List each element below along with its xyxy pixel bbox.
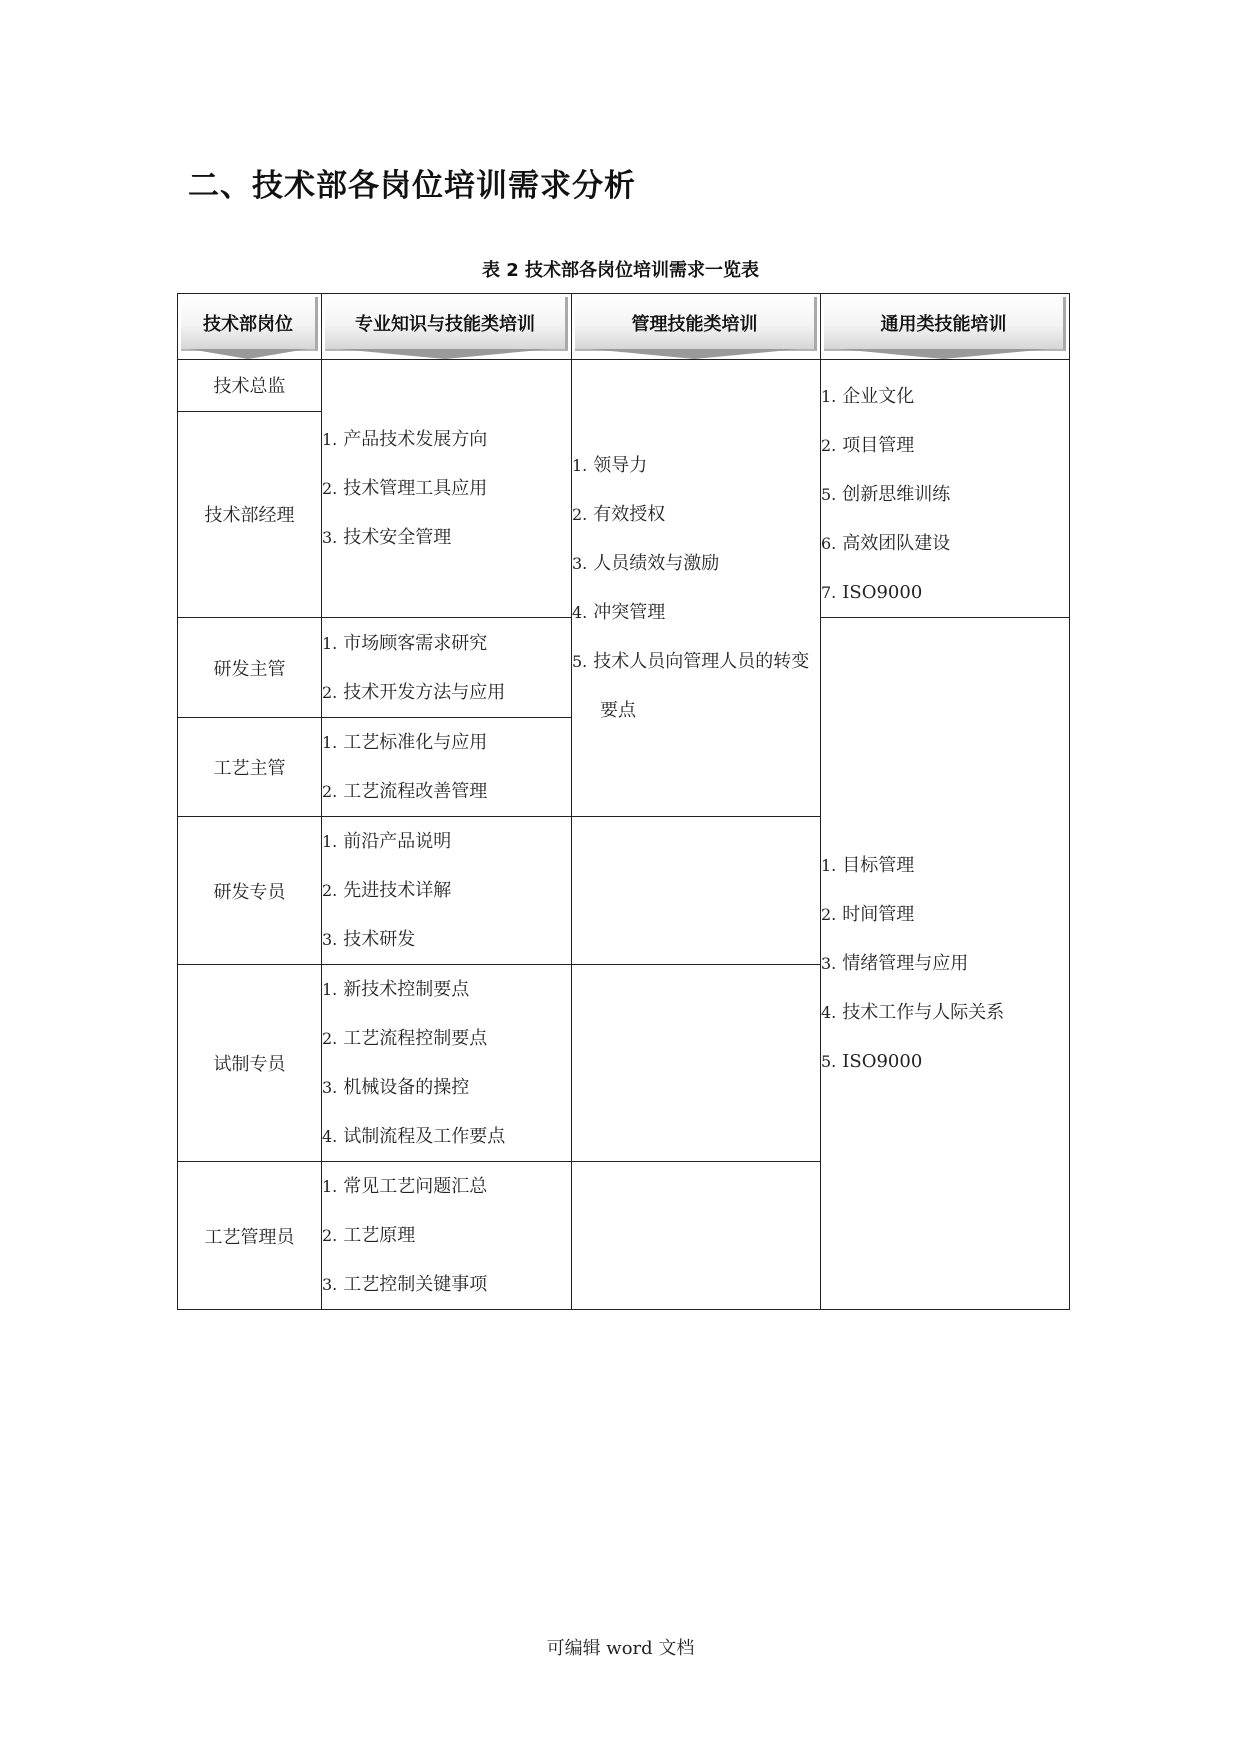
item-text: 前沿产品说明 xyxy=(343,831,452,852)
position-cell: 研发专员 xyxy=(178,817,322,965)
skill-list xyxy=(322,415,571,562)
list-item xyxy=(322,464,571,513)
professional-skills-cell xyxy=(322,360,572,618)
item-text: 机械设备的操控 xyxy=(343,1077,470,1098)
list-item xyxy=(821,1037,1069,1086)
professional-skills-cell xyxy=(322,817,572,965)
management-skills-empty-cell xyxy=(572,1162,821,1310)
list-item xyxy=(572,637,820,735)
list-item xyxy=(322,668,571,717)
list-item xyxy=(322,915,571,964)
item-text: 工艺标准化与应用 xyxy=(343,732,488,753)
list-item xyxy=(572,441,820,490)
position-cell: 技术部经理 xyxy=(178,411,322,617)
professional-skills-cell xyxy=(322,1162,572,1310)
list-item xyxy=(322,513,571,562)
item-number: 2. xyxy=(821,905,837,924)
item-number: 1. xyxy=(322,1177,338,1196)
item-number: 3. xyxy=(322,930,338,949)
item-text: 技术管理工具应用 xyxy=(343,478,488,499)
professional-skills-cell xyxy=(322,618,572,718)
general-skills-cell xyxy=(821,360,1070,618)
item-text: 技术工作与人际关系 xyxy=(842,1002,1005,1023)
item-text: 先进技术详解 xyxy=(343,880,452,901)
item-number: 2. xyxy=(322,682,338,702)
item-text: 工艺控制关键事项 xyxy=(343,1274,488,1295)
item-text: 试制流程及工作要点 xyxy=(343,1126,506,1147)
position-cell: 工艺主管 xyxy=(178,718,322,817)
item-number: 2. xyxy=(322,1029,338,1048)
list-item xyxy=(322,1063,571,1112)
item-text: ISO9000 xyxy=(842,582,923,603)
item-number: 2. xyxy=(572,505,588,524)
skill-list xyxy=(322,718,571,816)
general-skills-cell xyxy=(821,618,1070,1310)
item-text: 冲突管理 xyxy=(593,602,666,623)
header-general-skills xyxy=(821,294,1070,360)
item-text: 高效团队建设 xyxy=(842,533,951,554)
item-text: 创新思维训练 xyxy=(842,484,951,505)
list-item xyxy=(322,1112,571,1161)
item-number: 3. xyxy=(322,1078,338,1097)
list-item xyxy=(572,490,820,539)
item-number: 1. xyxy=(322,832,338,851)
item-number: 3. xyxy=(322,528,338,547)
item-text: 常见工艺问题汇总 xyxy=(343,1176,488,1197)
item-number: 5. xyxy=(821,485,837,504)
item-number: 4. xyxy=(322,1127,338,1146)
item-text: 目标管理 xyxy=(842,855,915,876)
list-item xyxy=(572,539,820,588)
list-item xyxy=(821,890,1069,939)
header-label: 技术部岗位 xyxy=(181,297,318,351)
item-number: 2. xyxy=(322,1226,338,1245)
item-text: 技术开发方法与应用 xyxy=(343,681,506,703)
item-number: 5. xyxy=(572,652,588,671)
section-heading: 二、技术部各岗位培训需求分析 xyxy=(188,168,636,204)
item-text: 人员绩效与激励 xyxy=(593,553,720,574)
professional-skills-cell xyxy=(322,965,572,1162)
list-item xyxy=(322,1014,571,1063)
skill-list xyxy=(572,441,820,735)
list-item xyxy=(322,1260,571,1309)
item-text: 工艺原理 xyxy=(343,1225,416,1246)
list-item xyxy=(322,965,571,1014)
item-number: 1. xyxy=(821,856,837,875)
page-footer: 可编辑 word 文档 xyxy=(546,1638,695,1659)
list-item xyxy=(821,568,1069,617)
list-item xyxy=(821,939,1069,988)
training-needs-table xyxy=(177,293,1070,1310)
item-number: 1. xyxy=(322,733,338,752)
item-number: 3. xyxy=(322,1275,338,1294)
item-number: 3. xyxy=(821,954,837,973)
list-item xyxy=(322,415,571,464)
management-skills-empty-cell xyxy=(572,965,821,1162)
item-number: 3. xyxy=(572,554,588,573)
skill-list xyxy=(821,372,1069,617)
header-label: 管理技能类培训 xyxy=(575,297,817,351)
list-item xyxy=(821,372,1069,421)
list-item xyxy=(572,588,820,637)
item-text: 有效授权 xyxy=(593,504,666,525)
list-item xyxy=(322,718,571,767)
item-text: 技术安全管理 xyxy=(343,527,452,548)
item-text: 新技术控制要点 xyxy=(343,979,470,1000)
item-text: 市场顾客需求研究 xyxy=(343,632,488,654)
item-text: 时间管理 xyxy=(842,904,915,925)
item-number: 1. xyxy=(572,456,588,475)
item-number: 2. xyxy=(322,881,338,900)
item-number: 2. xyxy=(322,479,338,498)
position-cell: 工艺管理员 xyxy=(178,1162,322,1310)
list-item xyxy=(322,619,571,668)
position-cell: 试制专员 xyxy=(178,965,322,1162)
item-number: 2. xyxy=(322,782,338,801)
item-number: 5. xyxy=(821,1052,837,1071)
professional-skills-cell xyxy=(322,718,572,817)
item-text: ISO9000 xyxy=(842,1051,923,1072)
item-text: 工艺流程控制要点 xyxy=(343,1028,488,1049)
management-skills-empty-cell xyxy=(572,817,821,965)
position-cell: 技术总监 xyxy=(178,360,322,412)
item-number: 2. xyxy=(821,436,837,455)
item-number: 4. xyxy=(821,1003,837,1022)
header-label: 专业知识与技能类培训 xyxy=(325,297,568,351)
list-item xyxy=(821,519,1069,568)
item-number: 1. xyxy=(322,633,338,653)
item-text: 项目管理 xyxy=(842,435,915,456)
header-label: 通用类技能培训 xyxy=(824,297,1066,351)
skill-list xyxy=(322,965,571,1161)
list-item xyxy=(322,1211,571,1260)
item-number: 1. xyxy=(322,980,338,999)
item-text: 企业文化 xyxy=(842,386,915,407)
header-management-skills xyxy=(572,294,821,360)
list-item xyxy=(821,470,1069,519)
item-text: 工艺流程改善管理 xyxy=(343,781,488,802)
list-item xyxy=(322,817,571,866)
list-item xyxy=(821,841,1069,890)
item-number: 7. xyxy=(821,583,837,602)
list-item xyxy=(821,988,1069,1037)
item-text: 领导力 xyxy=(593,455,648,476)
list-item xyxy=(322,866,571,915)
table-caption: 表 2 技术部各岗位培训需求一览表 xyxy=(481,260,760,281)
item-text: 产品技术发展方向 xyxy=(343,429,488,450)
item-number: 1. xyxy=(322,430,338,449)
header-professional-skills xyxy=(322,294,572,360)
skill-list xyxy=(322,619,571,717)
item-text: 技术人员向管理人员的转变要点 xyxy=(593,651,810,721)
skill-list xyxy=(322,1162,571,1309)
item-number: 4. xyxy=(572,603,588,622)
item-text: 情绪管理与应用 xyxy=(842,953,969,974)
management-skills-cell xyxy=(572,360,821,817)
skill-list xyxy=(322,817,571,964)
position-cell: 研发主管 xyxy=(178,618,322,718)
list-item xyxy=(322,1162,571,1211)
item-number: 1. xyxy=(821,387,837,406)
skill-list xyxy=(821,841,1069,1086)
header-position xyxy=(178,294,322,360)
item-number: 6. xyxy=(821,534,837,553)
list-item xyxy=(322,767,571,816)
item-text: 技术研发 xyxy=(343,929,416,950)
list-item xyxy=(821,421,1069,470)
